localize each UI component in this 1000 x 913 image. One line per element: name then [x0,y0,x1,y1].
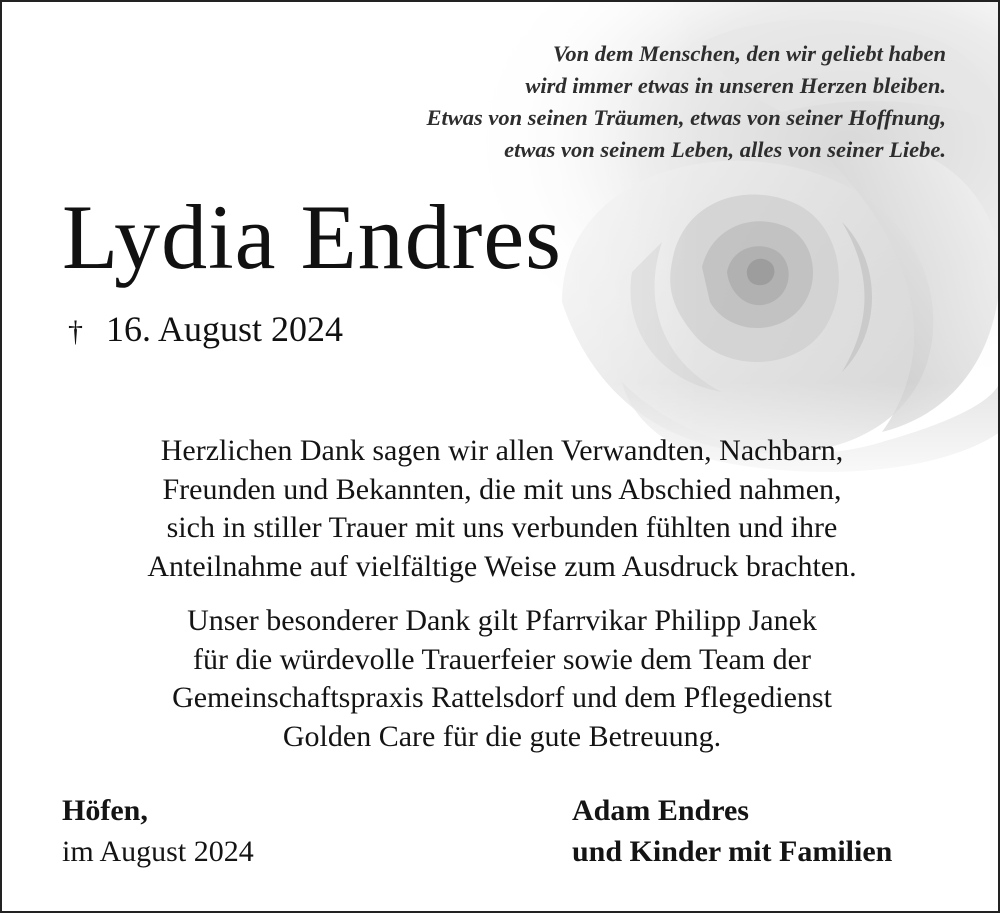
poem-line: wird immer etwas in unseren Herzen bleiben. [525,73,946,98]
place-and-date [62,790,254,872]
cross-icon: † [68,315,83,348]
deceased-name: Lydia Endres [62,186,562,288]
thanks-line: Golden Care für die gute Betreuung. [282,719,722,753]
poem-quote [226,38,946,166]
signature-date: im August 2024 [62,835,254,868]
thanks-line: Unser besonderer Dank gilt Pfarrvikar Philipp Janek [187,604,817,637]
family-signature [572,790,892,872]
death-date: 16. August 2024 [106,309,344,349]
poem-line: Etwas von seinen Träumen, etwas von seiner Hoffnung, [426,105,946,130]
thanks-paragraph-1 [2,432,1000,586]
place-name: Höfen, [62,794,148,827]
thanks-line: Herzlichen Dank sagen wir allen Verwandten, Nachbarn, [160,434,844,467]
thanks-paragraph-2 [2,602,1000,756]
thanks-line: Gemeinschaftspraxis Rattelsdorf und dem Pflegedienst [172,681,832,714]
thanks-line: für die würdevolle Trauerfeier sowie dem Team der [193,642,811,676]
poem-line: Von dem Menschen, den wir geliebt haben [552,41,946,66]
family-name-line: und Kinder mit Familien [572,835,893,868]
poem-line: etwas von seinem Leben, alles von seiner Liebe. [504,137,946,162]
thanks-line: Freunden und Bekannten, die mit uns Abschied nahmen, [162,472,842,506]
thanks-line: Anteilnahme auf vielfältige Weise zum Ausdruck brachten. [147,549,857,583]
death-date-line [68,306,343,355]
family-name-line: Adam Endres [572,794,749,827]
thanks-line: sich in stiller Trauer mit uns verbunden fühlten und ihre [166,511,838,544]
